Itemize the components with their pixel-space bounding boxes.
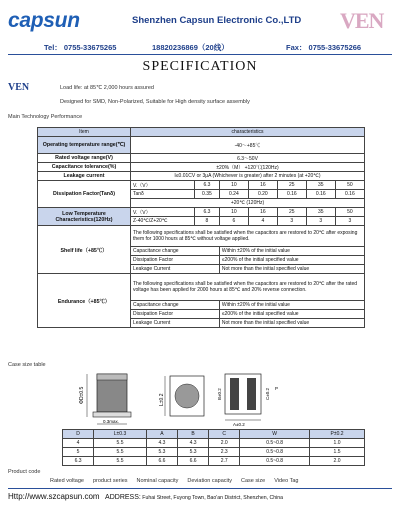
fax-label: Fax： [286, 43, 307, 52]
product-code-item: Rated voltage [50, 478, 84, 484]
fax-number: 0755-33675266 [308, 43, 362, 52]
website-link[interactable]: Http://www.szcapsun.com [8, 492, 100, 501]
df-value: 0.16 [277, 190, 306, 199]
product-code-item: Case size [241, 478, 266, 484]
endurance-row-key: Leakage Current [131, 319, 220, 328]
tel-line [44, 42, 116, 53]
df-label: Dissipation Factor(Tanδ) [38, 181, 131, 208]
lt-value: 3 [277, 217, 306, 226]
series-name: VEN [8, 82, 30, 93]
brand-mark: VEN [340, 8, 384, 33]
size-cell: 2.7 [209, 457, 240, 466]
size-cell: 6.6 [178, 457, 209, 466]
size-cell: 2.3 [209, 448, 240, 457]
footer-divider [8, 488, 392, 489]
leakage-label: Leakage current [38, 172, 131, 181]
df-voltage: 35 [306, 181, 335, 190]
df-voltage: 10 [219, 181, 248, 190]
shelf-life-label: Shelf life（+85℃） [38, 226, 131, 274]
lt-value: 3 [335, 217, 364, 226]
series-line-1: Load life: at 85℃ 2,000 hours assured [60, 85, 154, 91]
table-row [63, 448, 365, 457]
page-title: SPECIFICATION [142, 59, 258, 74]
cap-tolerance-value: ±20%（M） +120℃(120Hz) [131, 163, 365, 172]
size-col-header: D [63, 430, 94, 439]
bottom-view-drawing [225, 374, 261, 420]
op-temp-value: -40～+85℃ [131, 137, 365, 154]
df-value: 0.24 [219, 190, 248, 199]
fax-line [286, 42, 361, 53]
size-cell: 5.3 [146, 448, 177, 457]
cap-tolerance-label: Capacitance tolerance(%) [38, 163, 131, 172]
shelf-life-text: The following specifications shall be satisfied when the capacitors are restored to 20℃ after exposing them for 1000 hours at 85℃ without voltage applied. [131, 226, 365, 247]
size-cell: 4.3 [178, 439, 209, 448]
size-col-header: P±0.2 [310, 430, 365, 439]
size-col-header: W [240, 430, 310, 439]
company-logo: capsun [8, 9, 80, 32]
endurance-row-key: Capacitance change [131, 301, 220, 310]
endurance-row-value: ≤200% of the initial specified value [219, 310, 364, 319]
dim-c-label: C±0.2 [265, 388, 270, 400]
size-cell: 0.5~0.8 [240, 448, 310, 457]
endurance-row-value: Not more than the initial specified value [219, 319, 364, 328]
front-view-drawing [165, 376, 204, 416]
size-table [62, 429, 365, 466]
lt-voltage: 16 [248, 208, 277, 217]
address-label: ADDRESS: [105, 494, 141, 501]
size-cell: 4 [63, 439, 94, 448]
rated-voltage-label: Rated voltage range(V) [38, 154, 131, 163]
section-title: Main Technology Performance [8, 114, 83, 120]
lt-value: 3 [306, 217, 335, 226]
df-value: 0.20 [248, 190, 277, 199]
size-col-header: C [209, 430, 240, 439]
performance-table [37, 127, 365, 328]
shelf-row-key: Leakage Current [131, 265, 220, 274]
lt-voltage: 25 [277, 208, 306, 217]
series-line-2: Designed for SMD, Non-Polarized, Suitable for High density surface assembly [60, 99, 250, 105]
rated-voltage-value: 6.3～50V [131, 154, 365, 163]
shelf-row-value: Not more than the initial specified value [219, 265, 364, 274]
size-cell: 2.0 [209, 439, 240, 448]
lt-voltage-label: V.（V） [131, 208, 195, 217]
tel-number: 0755-33675265 [63, 43, 117, 52]
footer [8, 492, 283, 501]
table-row [63, 439, 365, 448]
size-cell: 1.0 [310, 439, 365, 448]
lt-value: 6 [219, 217, 248, 226]
shelf-row-key: Dissipation Factor [131, 256, 220, 265]
low-temp-label: Low Temperature Characteristics(120Hz) [38, 208, 131, 226]
col-item-header: Item [38, 128, 131, 137]
df-value: 0.16 [306, 190, 335, 199]
mobile-number: 18820236869（20线） [152, 43, 229, 52]
shelf-row-value: ≤200% of the initial specified value [219, 256, 364, 265]
dim-l-label: L±0.2 [159, 393, 165, 406]
size-col-header: B [178, 430, 209, 439]
size-col-header: L±0.3 [94, 430, 147, 439]
df-note: +20℃ (120Hz) [131, 199, 365, 208]
product-code-label: Product code [8, 469, 41, 475]
op-temp-label: Operating temperature range(℃) [38, 137, 131, 154]
lt-voltage: 6.3 [194, 208, 219, 217]
size-cell: 5 [63, 448, 94, 457]
lt-voltage: 50 [335, 208, 364, 217]
col-char-header: characteristics [131, 128, 365, 137]
df-value: 0.35 [194, 190, 219, 199]
df-voltage: 6.3 [194, 181, 219, 190]
side-view-drawing [87, 374, 131, 424]
size-col-header: A [146, 430, 177, 439]
company-name: Shenzhen Capsun Electronic Co.,LTD [132, 15, 302, 26]
lt-value: 4 [248, 217, 277, 226]
size-cell: 6.3 [63, 457, 94, 466]
lt-z-label: Z-40℃/Z+20℃ [131, 217, 195, 226]
tel-label: Tel： [44, 43, 62, 52]
dim-03-label: 0.3max. [103, 419, 120, 424]
dim-p-label: P [275, 386, 279, 391]
shelf-row-key: Capacitance change [131, 247, 220, 256]
df-value: 0.16 [335, 190, 364, 199]
header-divider [8, 54, 392, 55]
lt-voltage: 10 [219, 208, 248, 217]
lt-voltage: 35 [306, 208, 335, 217]
endurance-text: The following specifications shall be satisfied when the capacitors are restored to 20℃ after the rated voltage has been applied for 2000 hours at 85℃ and 20% reverse connection. [131, 274, 365, 301]
df-voltage: 50 [335, 181, 364, 190]
product-code-items [50, 478, 298, 484]
lt-value: 8 [194, 217, 219, 226]
size-cell: 6.6 [146, 457, 177, 466]
size-cell: 2.0 [310, 457, 365, 466]
size-cell: 0.5~0.8 [240, 439, 310, 448]
size-cell: 5.5 [94, 457, 147, 466]
size-cell: 5.5 [94, 448, 147, 457]
shelf-row-value: Within ±20% of the initial value [219, 247, 364, 256]
size-cell: 0.5~0.8 [240, 457, 310, 466]
product-code-item: product series [92, 478, 128, 484]
product-code-item: Deviation capacity [187, 478, 233, 484]
df-voltage: 25 [277, 181, 306, 190]
endurance-label: Endurance（+85℃） [38, 274, 131, 328]
size-cell: 5.3 [178, 448, 209, 457]
endurance-row-value: Within ±20% of the initial value [219, 301, 364, 310]
product-code-item: Nominal capacity [136, 478, 179, 484]
df-voltage-label: V.（V） [131, 181, 195, 190]
dim-a-label: A±0.2 [233, 422, 245, 427]
leakage-value: I≤0.01CV or 3μA (Whichever is greater) after 2 minutes (at +20℃) [131, 172, 365, 181]
dim-d-label: ΦD±0.5 [79, 386, 85, 404]
address-text: Fuhai Street, Fuyong Town, Bao'an District, Shenzhen, China [142, 495, 284, 501]
size-cell: 4.3 [146, 439, 177, 448]
dim-b-label: B±0.2 [217, 388, 222, 400]
size-cell: 1.5 [310, 448, 365, 457]
table-row [63, 457, 365, 466]
case-dimension-diagram [75, 370, 335, 428]
case-size-title: Case size table [8, 362, 46, 368]
df-tan-label: Tanδ [131, 190, 195, 199]
product-code-item: Video Tag [274, 478, 299, 484]
df-voltage: 16 [248, 181, 277, 190]
size-cell: 5.5 [94, 439, 147, 448]
endurance-row-key: Dissipation Factor [131, 310, 220, 319]
